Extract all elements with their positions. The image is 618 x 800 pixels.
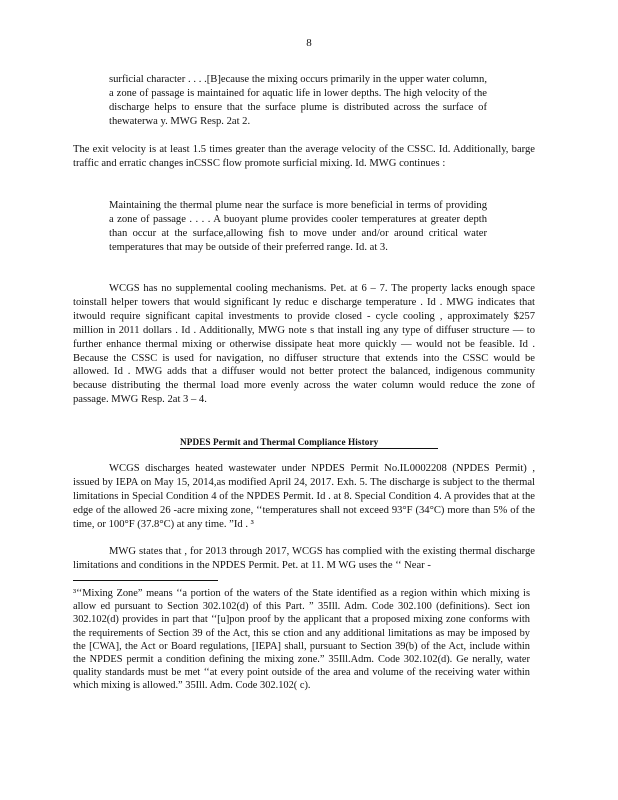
footnote-separator: [73, 580, 218, 581]
paragraph-4-text: MWG states that , for 2013 through 2017, WCGS has complied with the existing thermal discharge limitations and conditions in the NPDES Permit. Pet. at 11. M WG uses the ‘‘ Near -: [73, 546, 535, 571]
paragraph-1-text: The exit velocity is at least 1.5 times greater than the average velocity of the CSSC. Id. Additionally, barge traffic and erratic changes inCSSC flow promote surficial mixing. Id. MWG continues :: [73, 144, 535, 169]
paragraph-supplemental-cooling: [73, 282, 535, 407]
paragraph-npdes-permit: [73, 462, 535, 532]
quote-1-text: surficial character . . . .[B]ecause the mixing occurs primarily in the upper water column, a zone of passage is maintained for aquatic life in lower depths. The high velocity of the discharge helps to ensure that the surface plume is distributed across the surface of thewaterwa y. MWG Resp. 2at 2.: [109, 74, 487, 127]
paragraph-compliance: [73, 545, 535, 573]
block-quote-1: [109, 73, 487, 129]
paragraph-2-text: WCGS has no supplemental cooling mechanisms. Pet. at 6 – 7. The property lacks enough space toinstall helper towers that would significant ly reduc e discharge temperature . Id . MWG indicates that itwould require significant capital investments to provide closed - cycle cooling , approximately $257 million in 2011 dollars . Id . Additionally, MWG note s that install ing any type of diffuser structure — to further enhance thermal mixing or otherwise dissipate heat more quickly — would not be feasible. Id . Because the CSSC is used for navigation, no diffuser structure that extends into the CSSC would be allowed. Id . MWG adds that a diffuser would not better protect the balanced, indigenous community because distributing the thermal load more evenly across the water column would reduce the zone of passage. MWG Resp. 2at 3 – 4.: [73, 283, 535, 406]
footnote-3: [73, 587, 530, 693]
section-heading: NPDES Permit and Thermal Compliance History: [180, 437, 438, 449]
page-number: 8: [306, 37, 312, 49]
paragraph-exit-velocity: [73, 143, 535, 171]
paragraph-3-text: WCGS discharges heated wastewater under NPDES Permit No.IL0002208 (NPDES Permit) , issued by IEPA on May 15, 2014,as modified April 24, 2017. Exh. 5. The discharge is subject to the thermal limitations in Special Condition 4 of the NPDES Permit. Id . at 8. Special Condition 4. A provides that at the edge of the allowed 26 -acre mixing zone, ‘‘temperatures shall not exceed 93°F (34°C) more than 5% of the time, or 100°F (37.8°C) at any time. ”Id . ³: [73, 463, 535, 530]
quote-2-text: Maintaining the thermal plume near the surface is more beneficial in terms of providing a zone of passage . . . . A buoyant plume provides cooler temperatures at greater depth than occur at the surface,allowing fish to move under and/or around critical water temperatures that may be outside of their preferred range. Id. at 3.: [109, 200, 487, 253]
footnote-3-text: ³‘‘Mixing Zone” means ‘‘a portion of the waters of the State identified as a region within which mixing is allow ed pursuant to Section 302.102(d) of this Part. ” 35Ill. Adm. Code 302.100 (definitions). Sect ion 302.102(d) provides in part that ‘‘[u]pon proof by the applicant that a proposed mixing zone conforms with the requirements of Section 39 of the Act, this se ction and any additional limitations as may be imposed by the [CWA], the Act or Board regulations, [IEPA] shall, pursuant to Section 39(b) of the Act, include within the NPDES permit a condition defining the mixing zone.” 35Ill.Adm. Code 302.102(d). Ge nerally, water quality standards must be met ‘‘at every point outside of the area and volume of the receiving water within which mixing is allowed.” 35Ill. Adm. Code 302.102( c).: [73, 588, 530, 692]
block-quote-2: [109, 199, 487, 255]
